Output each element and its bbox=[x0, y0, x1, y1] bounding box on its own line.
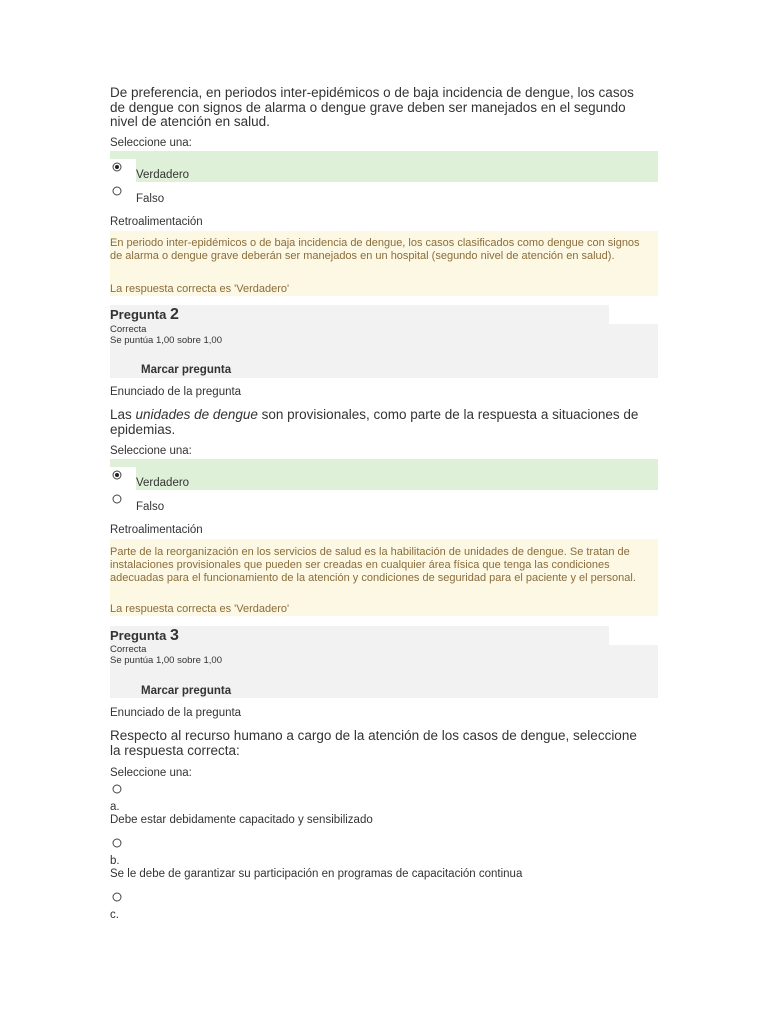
question-2-statement-label: Enunciado de la pregunta bbox=[110, 386, 242, 398]
feedback-text: Parte de la reorganización en los servicios de salud es la habilitación de unidades de dengue. Se tratan de instalaciones provisionales que pueden ser creadas en cualquier área física que tenga las condiciones adecuadas para el funcionamiento de la atención y condiciones de seguridad para el paciente y el personal. bbox=[110, 546, 636, 584]
option-label: Falso bbox=[136, 501, 165, 513]
question-2-status: Correcta bbox=[110, 324, 147, 335]
question-2-title bbox=[110, 306, 179, 324]
text-emphasis: unidades de dengue bbox=[135, 407, 258, 422]
option-letter: b. bbox=[110, 855, 120, 867]
question-2-prompt: Seleccione una: bbox=[110, 445, 192, 457]
feedback-box bbox=[110, 231, 658, 296]
feedback-box bbox=[110, 539, 658, 616]
correct-answer-text: La respuesta correcta es 'Verdadero' bbox=[110, 603, 290, 615]
radio-selected-icon[interactable] bbox=[112, 162, 122, 172]
question-2-option-true[interactable] bbox=[110, 459, 658, 490]
radio-selected-icon[interactable] bbox=[112, 470, 122, 480]
question-3-status: Correcta bbox=[110, 644, 147, 655]
question-3-option-b[interactable] bbox=[110, 837, 650, 885]
question-title-label: Pregunta bbox=[110, 307, 167, 322]
text-part: son provisionales, como parte de la respuesta a situaciones de epidemias. bbox=[110, 407, 639, 437]
option-label: Verdadero bbox=[136, 169, 190, 181]
question-1-text: De preferencia, en periodos inter-epidémicos o de baja incidencia de dengue, los casos de dengue con signos de alarma o dengue grave deben ser manejados en el segundo nivel de atención en salud. bbox=[110, 85, 634, 129]
feedback-heading: Retroalimentación bbox=[110, 524, 203, 536]
question-3-option-c[interactable] bbox=[110, 891, 650, 925]
question-3-score: Se puntúa 1,00 sobre 1,00 bbox=[110, 655, 222, 666]
question-3-option-a[interactable] bbox=[110, 783, 650, 831]
feedback-text: En periodo inter-epidémicos o de baja incidencia de dengue, los casos clasificados como dengue con signos de alarma o dengue grave deberán ser manejados en un hospital (segundo nivel de atención en salud). bbox=[110, 237, 640, 262]
question-3-title bbox=[110, 627, 179, 645]
question-3-text: Respecto al recurso humano a cargo de la atención de los casos de dengue, seleccione la respuesta correcta: bbox=[110, 728, 637, 758]
option-label: Falso bbox=[136, 193, 165, 205]
flag-question-button[interactable]: Marcar pregunta bbox=[141, 364, 232, 376]
question-3-prompt: Seleccione una: bbox=[110, 767, 192, 779]
radio-unselected-icon[interactable] bbox=[112, 494, 122, 504]
flag-question-button[interactable]: Marcar pregunta bbox=[141, 685, 232, 697]
question-3-statement-label: Enunciado de la pregunta bbox=[110, 707, 242, 719]
option-letter: c. bbox=[110, 909, 119, 921]
feedback-heading: Retroalimentación bbox=[110, 216, 203, 228]
question-2-option-false[interactable] bbox=[110, 493, 658, 517]
question-2-score: Se puntúa 1,00 sobre 1,00 bbox=[110, 335, 222, 346]
option-label: Debe estar debidamente capacitado y sensibilizado bbox=[110, 814, 373, 826]
radio-unselected-icon[interactable] bbox=[112, 892, 122, 902]
question-title-label: Pregunta bbox=[110, 628, 167, 643]
option-letter: a. bbox=[110, 801, 120, 813]
question-2-text bbox=[110, 408, 650, 437]
question-number: 2 bbox=[169, 306, 179, 323]
radio-unselected-icon[interactable] bbox=[112, 784, 122, 794]
radio-unselected-icon[interactable] bbox=[112, 186, 122, 196]
question-1-option-false[interactable] bbox=[110, 185, 658, 209]
text-part: Las bbox=[110, 407, 136, 422]
radio-unselected-icon[interactable] bbox=[112, 838, 122, 848]
question-1-prompt: Seleccione una: bbox=[110, 137, 192, 149]
correct-answer-text: La respuesta correcta es 'Verdadero' bbox=[110, 283, 290, 295]
option-label: Verdadero bbox=[136, 477, 190, 489]
question-3-info-header bbox=[110, 626, 609, 645]
question-2-info-header bbox=[110, 305, 609, 324]
option-label: Se le debe de garantizar su participación en programas de capacitación continua bbox=[110, 868, 523, 880]
question-number: 3 bbox=[169, 627, 179, 644]
question-1-option-true[interactable] bbox=[110, 151, 658, 182]
